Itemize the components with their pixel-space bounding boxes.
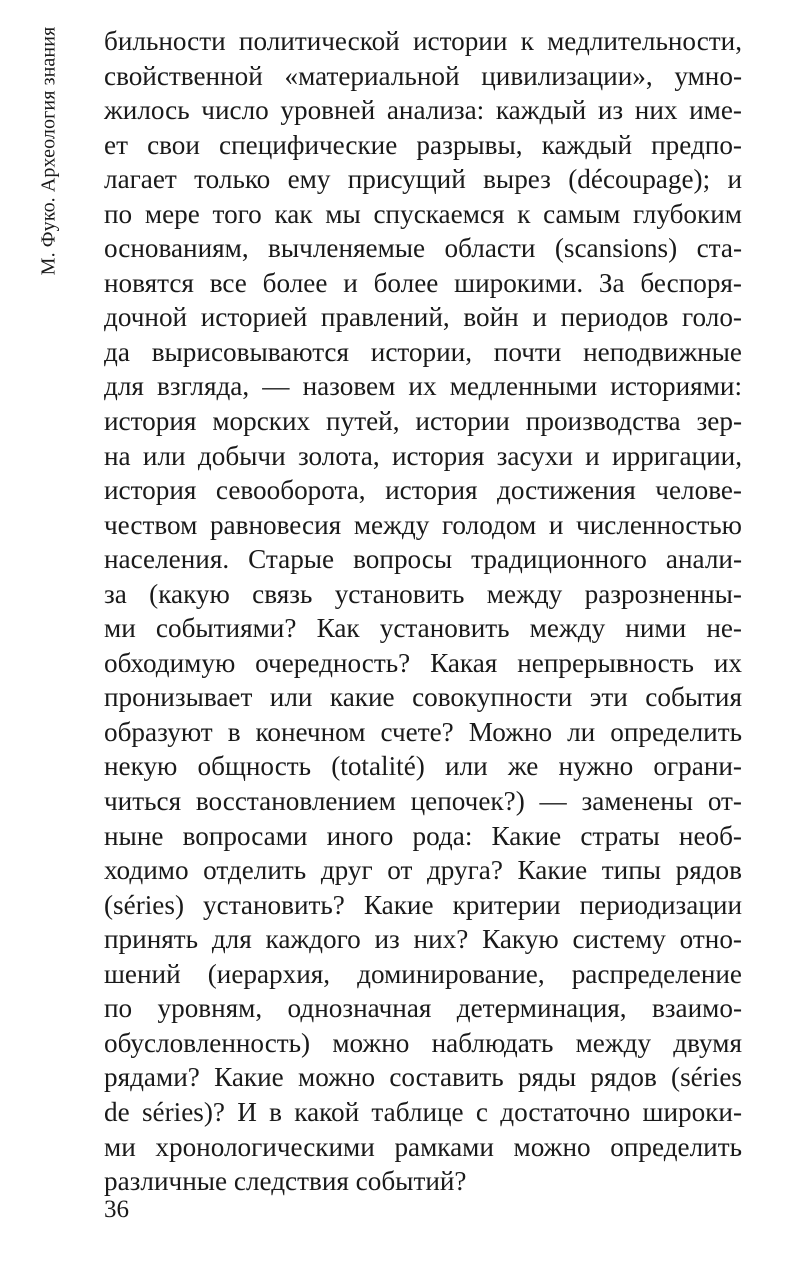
text-line: обходимую очередность? Какая непрерывность их <box>104 647 742 678</box>
text-line: основаниям, вычленяемые области (scansions) ста- <box>104 233 742 264</box>
text-line: история морских путей, истории производства зер- <box>104 406 742 437</box>
text-line: на или добычи золота, история засухи и ирригации, <box>104 440 742 471</box>
page-number: 36 <box>104 1196 129 1223</box>
text-line: пронизывает или какие совокупности эти события <box>104 682 742 713</box>
body-text <box>104 24 742 1199</box>
text-line: принять для каждого из них? Какую систему отно- <box>104 924 742 955</box>
text-line: рядами? Какие можно составить ряды рядов (séries <box>104 1062 742 1093</box>
text-line: жилось число уровней анализа: каждый из них име- <box>104 95 742 126</box>
text-line: ми хронологическими рамками можно определить <box>104 1131 742 1162</box>
running-head-text: М. Фуко. Археология знания <box>37 26 60 275</box>
running-head <box>38 28 60 273</box>
text-line: ныне вопросами иного рода: Какие страты необ- <box>104 820 742 851</box>
text-line: ми событиями? Как установить между ними не- <box>104 613 742 644</box>
text-line: читься восстановлением цепочек?) — заменены от- <box>104 786 742 817</box>
text-line: обусловленность) можно наблюдать между двумя <box>104 1027 742 1058</box>
text-line: населения. Старые вопросы традиционного анали- <box>104 544 742 575</box>
text-line: некую общность (totalité) или же нужно ограни- <box>104 751 742 782</box>
text-line: образуют в конечном счете? Можно ли определить <box>104 716 742 747</box>
text-line: ет свои специфические разрывы, каждый предпо- <box>104 129 742 160</box>
text-line: да вырисовываются истории, почти неподвижные <box>104 336 742 367</box>
text-line: новятся все более и более широкими. За беспоря- <box>104 267 742 298</box>
text-line: для взгляда, — назовем их медленными историями: <box>104 371 742 402</box>
text-line: по уровням, однозначная детерминация, взаимо- <box>104 993 742 1024</box>
text-line: история севооборота, история достижения челове- <box>104 475 742 506</box>
text-line: по мере того как мы спускаемся к самым глубоким <box>104 198 742 229</box>
text-line: за (какую связь установить между разрозненны- <box>104 578 742 609</box>
text-line: различные следствия событий? <box>104 1166 467 1197</box>
text-line: бильности политической истории к медлительности, <box>104 26 742 56</box>
text-line: лагает только ему присущий вырез (découpage); и <box>104 164 742 195</box>
text-line: шений (иерархия, доминирование, распределение <box>104 958 742 989</box>
text-line: de séries)? И в какой таблице с достаточно широки- <box>104 1096 742 1127</box>
text-line: (séries) установить? Какие критерии периодизации <box>104 889 742 920</box>
text-line: ходимо отделить друг от друга? Какие типы рядов <box>104 855 742 886</box>
text-line: чеством равновесия между голодом и численностью <box>104 509 742 540</box>
text-line: дочной историей правлений, войн и периодов голо- <box>104 302 742 333</box>
text-line: свойственной «материальной цивилизации», умно- <box>104 60 742 91</box>
